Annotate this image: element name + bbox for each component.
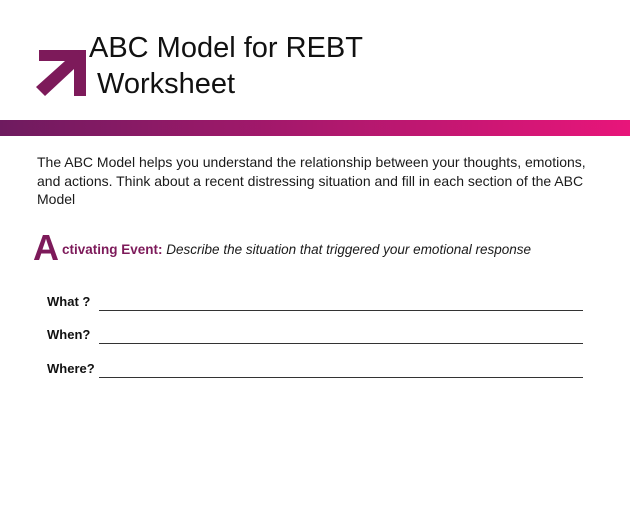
field-label-what: What ? bbox=[47, 294, 91, 309]
section-letter-a: A bbox=[33, 227, 59, 268]
field-input-where[interactable] bbox=[99, 363, 583, 378]
title-line-2: Worksheet bbox=[97, 68, 236, 100]
page-title bbox=[89, 30, 363, 102]
field-input-when[interactable] bbox=[99, 329, 583, 344]
activating-event-text bbox=[62, 242, 531, 258]
field-label-where: Where? bbox=[47, 361, 95, 376]
field-row-what bbox=[47, 293, 583, 311]
field-input-what[interactable] bbox=[99, 296, 583, 311]
arrow-up-right-icon bbox=[36, 50, 86, 96]
field-row-when bbox=[47, 326, 583, 344]
field-row-where bbox=[47, 360, 583, 378]
activating-event-description: Describe the situation that triggered your emotional response bbox=[166, 242, 532, 257]
gradient-banner bbox=[0, 120, 630, 136]
intro-paragraph: The ABC Model helps you understand the relationship between your thoughts, emotions, and actions. Think about a recent distressing situation and fill in each section of the ABC Model bbox=[37, 154, 586, 207]
title-line-1: ABC Model for REBT bbox=[89, 32, 363, 64]
activating-event-label: ctivating Event: bbox=[62, 242, 163, 257]
field-label-when: When? bbox=[47, 327, 91, 342]
